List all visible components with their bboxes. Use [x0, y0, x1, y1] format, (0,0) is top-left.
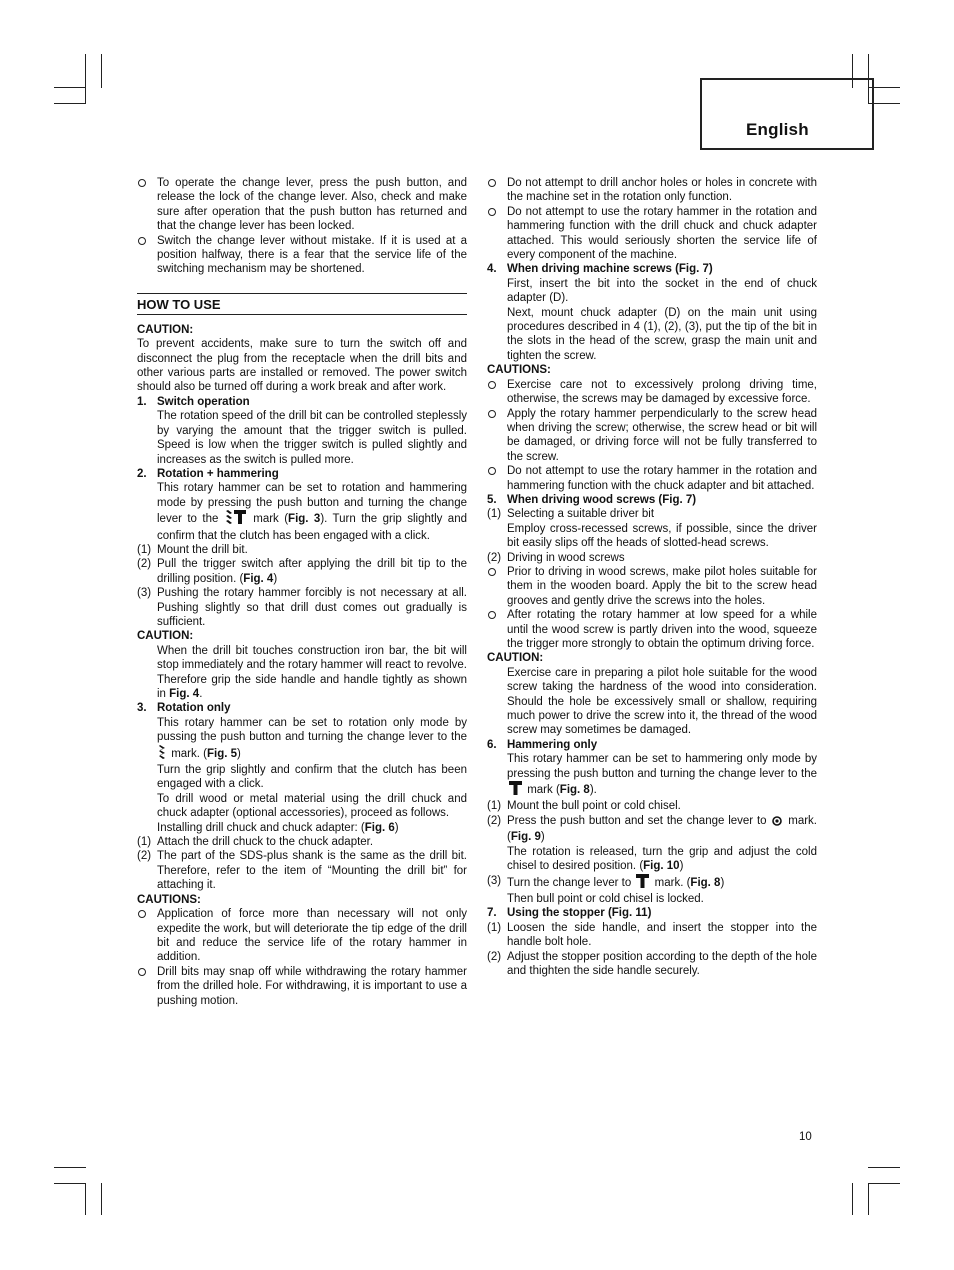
caution-text: When the drill bit touches construction iron bar, the bit will stop immediately and the rotary hammer will react to revolve. Therefore grip the side handle and handle tightly as shown in Fig. 4. — [157, 644, 467, 700]
caution-label: CAUTION: — [137, 323, 194, 336]
step-title: Rotation only — [157, 702, 231, 715]
step-number: 4. — [487, 263, 497, 276]
crop-mark-bl-h — [54, 1167, 86, 1168]
caution-label: CAUTION: — [137, 630, 194, 643]
step-wood-screws — [487, 493, 817, 507]
step-text: To drill wood or metal material using the drill chuck and chuck adapter (optional accessories), proceed as follows. — [157, 792, 467, 820]
list-item: (2) Press the push button and set the change lever to mark. (Fig. 9) — [487, 814, 817, 844]
language-box — [700, 78, 874, 150]
caution-bullet: Do not attempt to use the rotary hammer in the rotation and hammering function with the drill chuck and chuck adapter attached. This would seriously shorten the service life of every component of the machine. — [487, 205, 817, 263]
list-item: (2) Pull the trigger switch after applying the drill bit tip to the drilling position. (Fig. 4) — [137, 558, 467, 585]
step-text: The rotation speed of the drill bit can be controlled steplessly by varying the amount that the trigger switch is pulled. Speed is low when the trigger switch is pulled slightly and increases as the switch is pulled more. — [157, 410, 467, 466]
instruction-bullet: After rotating the rotary hammer at low speed for a while until the wood screw is partly driven into the wood, squeeze the trigger more strongly to obtain the optimum driving force. — [487, 608, 817, 651]
step-number: 5. — [487, 493, 497, 506]
list-item: (1) Selecting a suitable driver bit — [487, 508, 655, 521]
step-number: 1. — [137, 395, 147, 408]
list-item: (3) Pushing the rotary hammer forcibly is not necessary at all. Pushing slightly so that drill dust comes out gradually is sufficient. — [137, 587, 467, 628]
step-title: Switch operation — [157, 395, 250, 408]
step-hammering-only — [487, 738, 817, 752]
step-text: This rotary hammer can be set to hammering only mode by pressing the push button and turning the change lever to the mark (Fig. 8). — [487, 752, 817, 799]
left-column — [137, 176, 467, 1008]
crop-mark-br-h2 — [868, 1183, 900, 1184]
caution-bullet: Application of force more than necessary will not only expedite the work, but will deteriorate the tip edge of the drill bit and reduce the service life of the rotary hammer in addition. — [137, 907, 467, 965]
crop-mark-br-v2 — [868, 1183, 869, 1215]
list-item: (2) The part of the SDS-plus shank is the same as the drill bit. Therefore, refer to the item of “Mounting the drill bit” for attaching it. — [137, 850, 467, 892]
caution-bullet: Do not attempt to drill anchor holes or holes in concrete with the machine set in the rotation only function. — [487, 176, 817, 205]
step-text: This rotary hammer can be set to rotation only mode by pussing the push button and turning the change lever to the mark. (Fig. 5) — [137, 716, 467, 763]
step-number: 7. — [487, 907, 497, 920]
step-number: 6. — [487, 738, 497, 751]
caution-bullet: Do not attempt to use the rotary hammer in the rotation and hammering function with the chuck adapter and bit attached. — [487, 464, 817, 493]
cautions-label: CAUTIONS: — [137, 893, 201, 906]
step-text: This rotary hammer can be set to rotation and hammering mode by pressing the push button and turning the change lever to the mark (Fig. 3). Turn the grip slightly and confirm that the clutch has been engaged with a click. — [157, 482, 467, 542]
step-text: First, insert the bit into the socket in the end of chuck adapter (D). — [507, 277, 817, 305]
caution-bullet: Apply the rotary hammer perpendicularly to the screw head when driving the screw; otherwise, the screw head or bit will be damaged, or driving force will not be fully transferred to the screw. — [487, 407, 817, 465]
step-number: 2. — [137, 467, 147, 480]
step-switch-operation — [137, 395, 467, 409]
language-label: English — [746, 120, 809, 139]
section-title: HOW TO USE — [137, 293, 467, 315]
change-lever-note-1: To operate the change lever, press the push button, and release the lock of the change lever. Also, check and make sure after operation that the push button has returned and that the change lever has been locked. — [137, 176, 467, 234]
list-item: (2) Adjust the stopper position according to the depth of the hole and thighten the side handle securely. — [487, 950, 817, 977]
page-number: 10 — [799, 1131, 812, 1143]
crop-mark-tl-h2 — [54, 103, 86, 104]
step-text: The rotation is released, turn the grip and adjust the cold chisel to desired position. (Fig. 10) — [507, 845, 817, 873]
crop-mark-br-h — [868, 1167, 900, 1168]
step-text: Next, mount chuck adapter (D) on the main unit using procedures described in 4 (1), (2), (3), put the tip of the bit in the slots in the head of the screw, grasp the main unit and tighten the screw. — [507, 306, 817, 362]
crop-mark-tl-v1 — [85, 54, 86, 104]
step-text: Employ cross-recessed screws, if possible, since the driver bit easily slips off the heads of slotted-head screws. — [507, 522, 817, 550]
crop-mark-tl-v2 — [101, 54, 102, 88]
caution-text: Exercise care in preparing a pilot hole suitable for the wood screw taking the hardness of the wood into consideration. Should the hole be excessively small or shallow, requiring much power to drive the screw into it, the thread of the wood screw may sometimes be damaged. — [507, 666, 817, 737]
list-item: (1) Loosen the side handle, and insert the stopper into the handle bolt hole. — [487, 921, 817, 949]
circle-dot-icon — [772, 816, 782, 830]
crop-mark-bl-v1 — [85, 1183, 86, 1215]
step-machine-screws — [487, 262, 817, 276]
caution-bullet: Exercise care not to excessively prolong driving time, otherwise, the screws may be damaged by excessive force. — [487, 378, 817, 407]
crop-mark-br-v1 — [852, 1183, 853, 1215]
step-title: When driving wood screws (Fig. 7) — [507, 493, 697, 506]
caution-text: To prevent accidents, make sure to turn the switch off and disconnect the plug from the receptacle when the drill bits and other various parts are installed or removed. The power switch should also be turned off during a work break and after work. — [137, 338, 467, 394]
step-rotation-only — [137, 701, 467, 715]
step-title: When driving machine screws (Fig. 7) — [507, 263, 713, 276]
step-using-stopper — [487, 906, 817, 920]
list-item: (3) Turn the change lever to mark. (Fig. 8) — [487, 874, 817, 892]
drill-bit-icon — [159, 745, 166, 763]
right-column — [487, 176, 817, 978]
hammer-icon — [636, 874, 649, 892]
step-text: Installing drill chuck and chuck adapter: (Fig. 6) — [157, 821, 399, 834]
caution-label: CAUTION: — [487, 652, 544, 665]
cautions-label: CAUTIONS: — [487, 364, 551, 377]
step-title: Using the stopper (Fig. 11) — [507, 907, 652, 920]
list-item: (1) Mount the drill bit. — [137, 543, 248, 556]
instruction-bullet: Prior to driving in wood screws, make pilot holes suitable for them in the wooden board. Apply the bit to the screw head grooves and gently drive the screws into the holes. — [487, 565, 817, 608]
change-lever-note-2: Switch the change lever without mistake. If it is used at a position halfway, there is a fear that the service life of the switching mechanism may be shortened. — [137, 234, 467, 277]
crop-mark-bl-v2 — [101, 1183, 102, 1215]
caution-bullet: Drill bits may snap off while withdrawing the rotary hammer from the drilled hole. For withdrawing, it is important to use a pushing motion. — [137, 965, 467, 1008]
crop-mark-bl-h2 — [54, 1183, 86, 1184]
list-item: (2) Driving in wood screws — [487, 551, 625, 564]
step-title: Rotation + hammering — [157, 467, 279, 480]
hammer-icon — [509, 781, 522, 799]
step-text: Then bull point or cold chisel is locked. — [507, 892, 704, 905]
list-item: (1) Mount the bull point or cold chisel. — [487, 800, 681, 813]
list-item: (1) Attach the drill chuck to the chuck adapter. — [137, 836, 374, 849]
step-text: Turn the grip slightly and confirm that the clutch has been engaged with a click. — [157, 764, 467, 791]
crop-mark-tl-h — [54, 87, 85, 88]
drill-bit-and-hammer-icon — [226, 510, 246, 528]
step-number: 3. — [137, 702, 147, 715]
step-rotation-hammering — [137, 467, 467, 481]
step-title: Hammering only — [507, 738, 598, 751]
